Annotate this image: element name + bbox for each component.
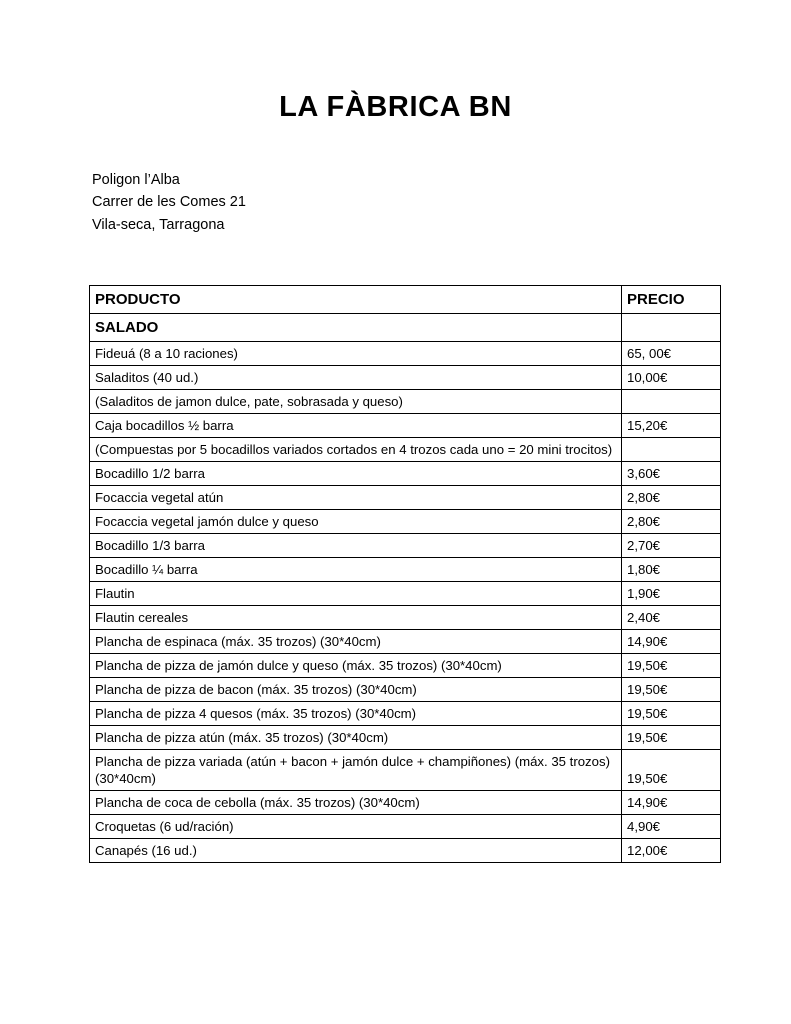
table-row	[90, 342, 721, 366]
address-line-3: Vila-seca, Tarragona	[92, 216, 225, 233]
column-header-product: PRODUCTO	[90, 286, 622, 314]
product-name-cell: Bocadillo 1/2 barra	[90, 462, 622, 486]
table-header-row	[90, 286, 721, 314]
table-row	[90, 750, 721, 791]
table-row	[90, 366, 721, 390]
product-price-cell: 2,80€	[622, 486, 721, 510]
table-row	[90, 486, 721, 510]
table-row	[90, 791, 721, 815]
table-row	[90, 678, 721, 702]
product-name-cell: (Saladitos de jamon dulce, pate, sobrasada y queso)	[90, 390, 622, 414]
price-table-container	[89, 285, 699, 863]
product-price-cell: 65, 00€	[622, 342, 721, 366]
product-name-cell: Focaccia vegetal atún	[90, 486, 622, 510]
table-row	[90, 630, 721, 654]
product-price-cell: 2,70€	[622, 534, 721, 558]
product-name-cell: Plancha de pizza atún (máx. 35 trozos) (30*40cm)	[90, 726, 622, 750]
price-table-body	[90, 286, 721, 863]
product-name-cell: Focaccia vegetal jamón dulce y queso	[90, 510, 622, 534]
table-row	[90, 815, 721, 839]
product-name-cell: Flautin	[90, 582, 622, 606]
price-table	[89, 285, 721, 863]
table-row	[90, 582, 721, 606]
product-price-cell	[622, 438, 721, 462]
product-name-cell: Plancha de pizza de bacon (máx. 35 trozos) (30*40cm)	[90, 678, 622, 702]
table-row	[90, 534, 721, 558]
product-name-cell: (Compuestas por 5 bocadillos variados cortados en 4 trozos cada uno = 20 mini trocitos)	[90, 438, 622, 462]
address-line-1: Poligon l’Alba	[92, 171, 180, 188]
product-price-cell: 10,00€	[622, 366, 721, 390]
product-name-cell: Saladitos (40 ud.)	[90, 366, 622, 390]
product-price-cell: 2,40€	[622, 606, 721, 630]
product-price-cell: 19,50€	[622, 654, 721, 678]
product-price-cell: 19,50€	[622, 726, 721, 750]
table-row	[90, 462, 721, 486]
product-name-cell: Bocadillo ¼ barra	[90, 558, 622, 582]
product-name-cell: Flautin cereales	[90, 606, 622, 630]
table-row	[90, 414, 721, 438]
section-price	[622, 314, 721, 342]
product-price-cell: 19,50€	[622, 702, 721, 726]
table-row	[90, 702, 721, 726]
table-row	[90, 839, 721, 863]
product-name-cell: Caja bocadillos ½ barra	[90, 414, 622, 438]
product-name-cell: Plancha de coca de cebolla (máx. 35 trozos) (30*40cm)	[90, 791, 622, 815]
product-name-cell: Plancha de pizza variada (atún + bacon + jamón dulce + champiñones) (máx. 35 trozos) (30*40cm)	[90, 750, 622, 791]
product-name-cell: Bocadillo 1/3 barra	[90, 534, 622, 558]
product-price-cell: 1,90€	[622, 582, 721, 606]
product-price-cell: 14,90€	[622, 791, 721, 815]
product-name-cell: Canapés (16 ud.)	[90, 839, 622, 863]
table-row	[90, 510, 721, 534]
product-price-cell: 4,90€	[622, 815, 721, 839]
table-row	[90, 390, 721, 414]
table-row	[90, 606, 721, 630]
product-price-cell: 1,80€	[622, 558, 721, 582]
product-price-cell	[622, 390, 721, 414]
product-price-cell: 3,60€	[622, 462, 721, 486]
product-price-cell: 12,00€	[622, 839, 721, 863]
address-line-2: Carrer de les Comes 21	[92, 194, 246, 211]
table-row	[90, 654, 721, 678]
product-name-cell: Plancha de pizza de jamón dulce y queso (máx. 35 trozos) (30*40cm)	[90, 654, 622, 678]
product-price-cell: 2,80€	[622, 510, 721, 534]
table-row	[90, 558, 721, 582]
table-section-row	[90, 314, 721, 342]
product-name-cell: Plancha de pizza 4 quesos (máx. 35 trozos) (30*40cm)	[90, 702, 622, 726]
product-price-cell: 14,90€	[622, 630, 721, 654]
product-name-cell: Fideuá (8 a 10 raciones)	[90, 342, 622, 366]
section-label: SALADO	[90, 314, 622, 342]
page-title: LA FÀBRICA BN	[279, 91, 512, 123]
address-block	[0, 124, 791, 237]
product-name-cell: Plancha de espinaca (máx. 35 trozos) (30*40cm)	[90, 630, 622, 654]
product-price-cell: 19,50€	[622, 750, 721, 791]
product-price-cell: 15,20€	[622, 414, 721, 438]
column-header-price: PRECIO	[622, 286, 721, 314]
table-row	[90, 438, 721, 462]
product-price-cell: 19,50€	[622, 678, 721, 702]
product-name-cell: Croquetas (6 ud/ración)	[90, 815, 622, 839]
table-row	[90, 726, 721, 750]
